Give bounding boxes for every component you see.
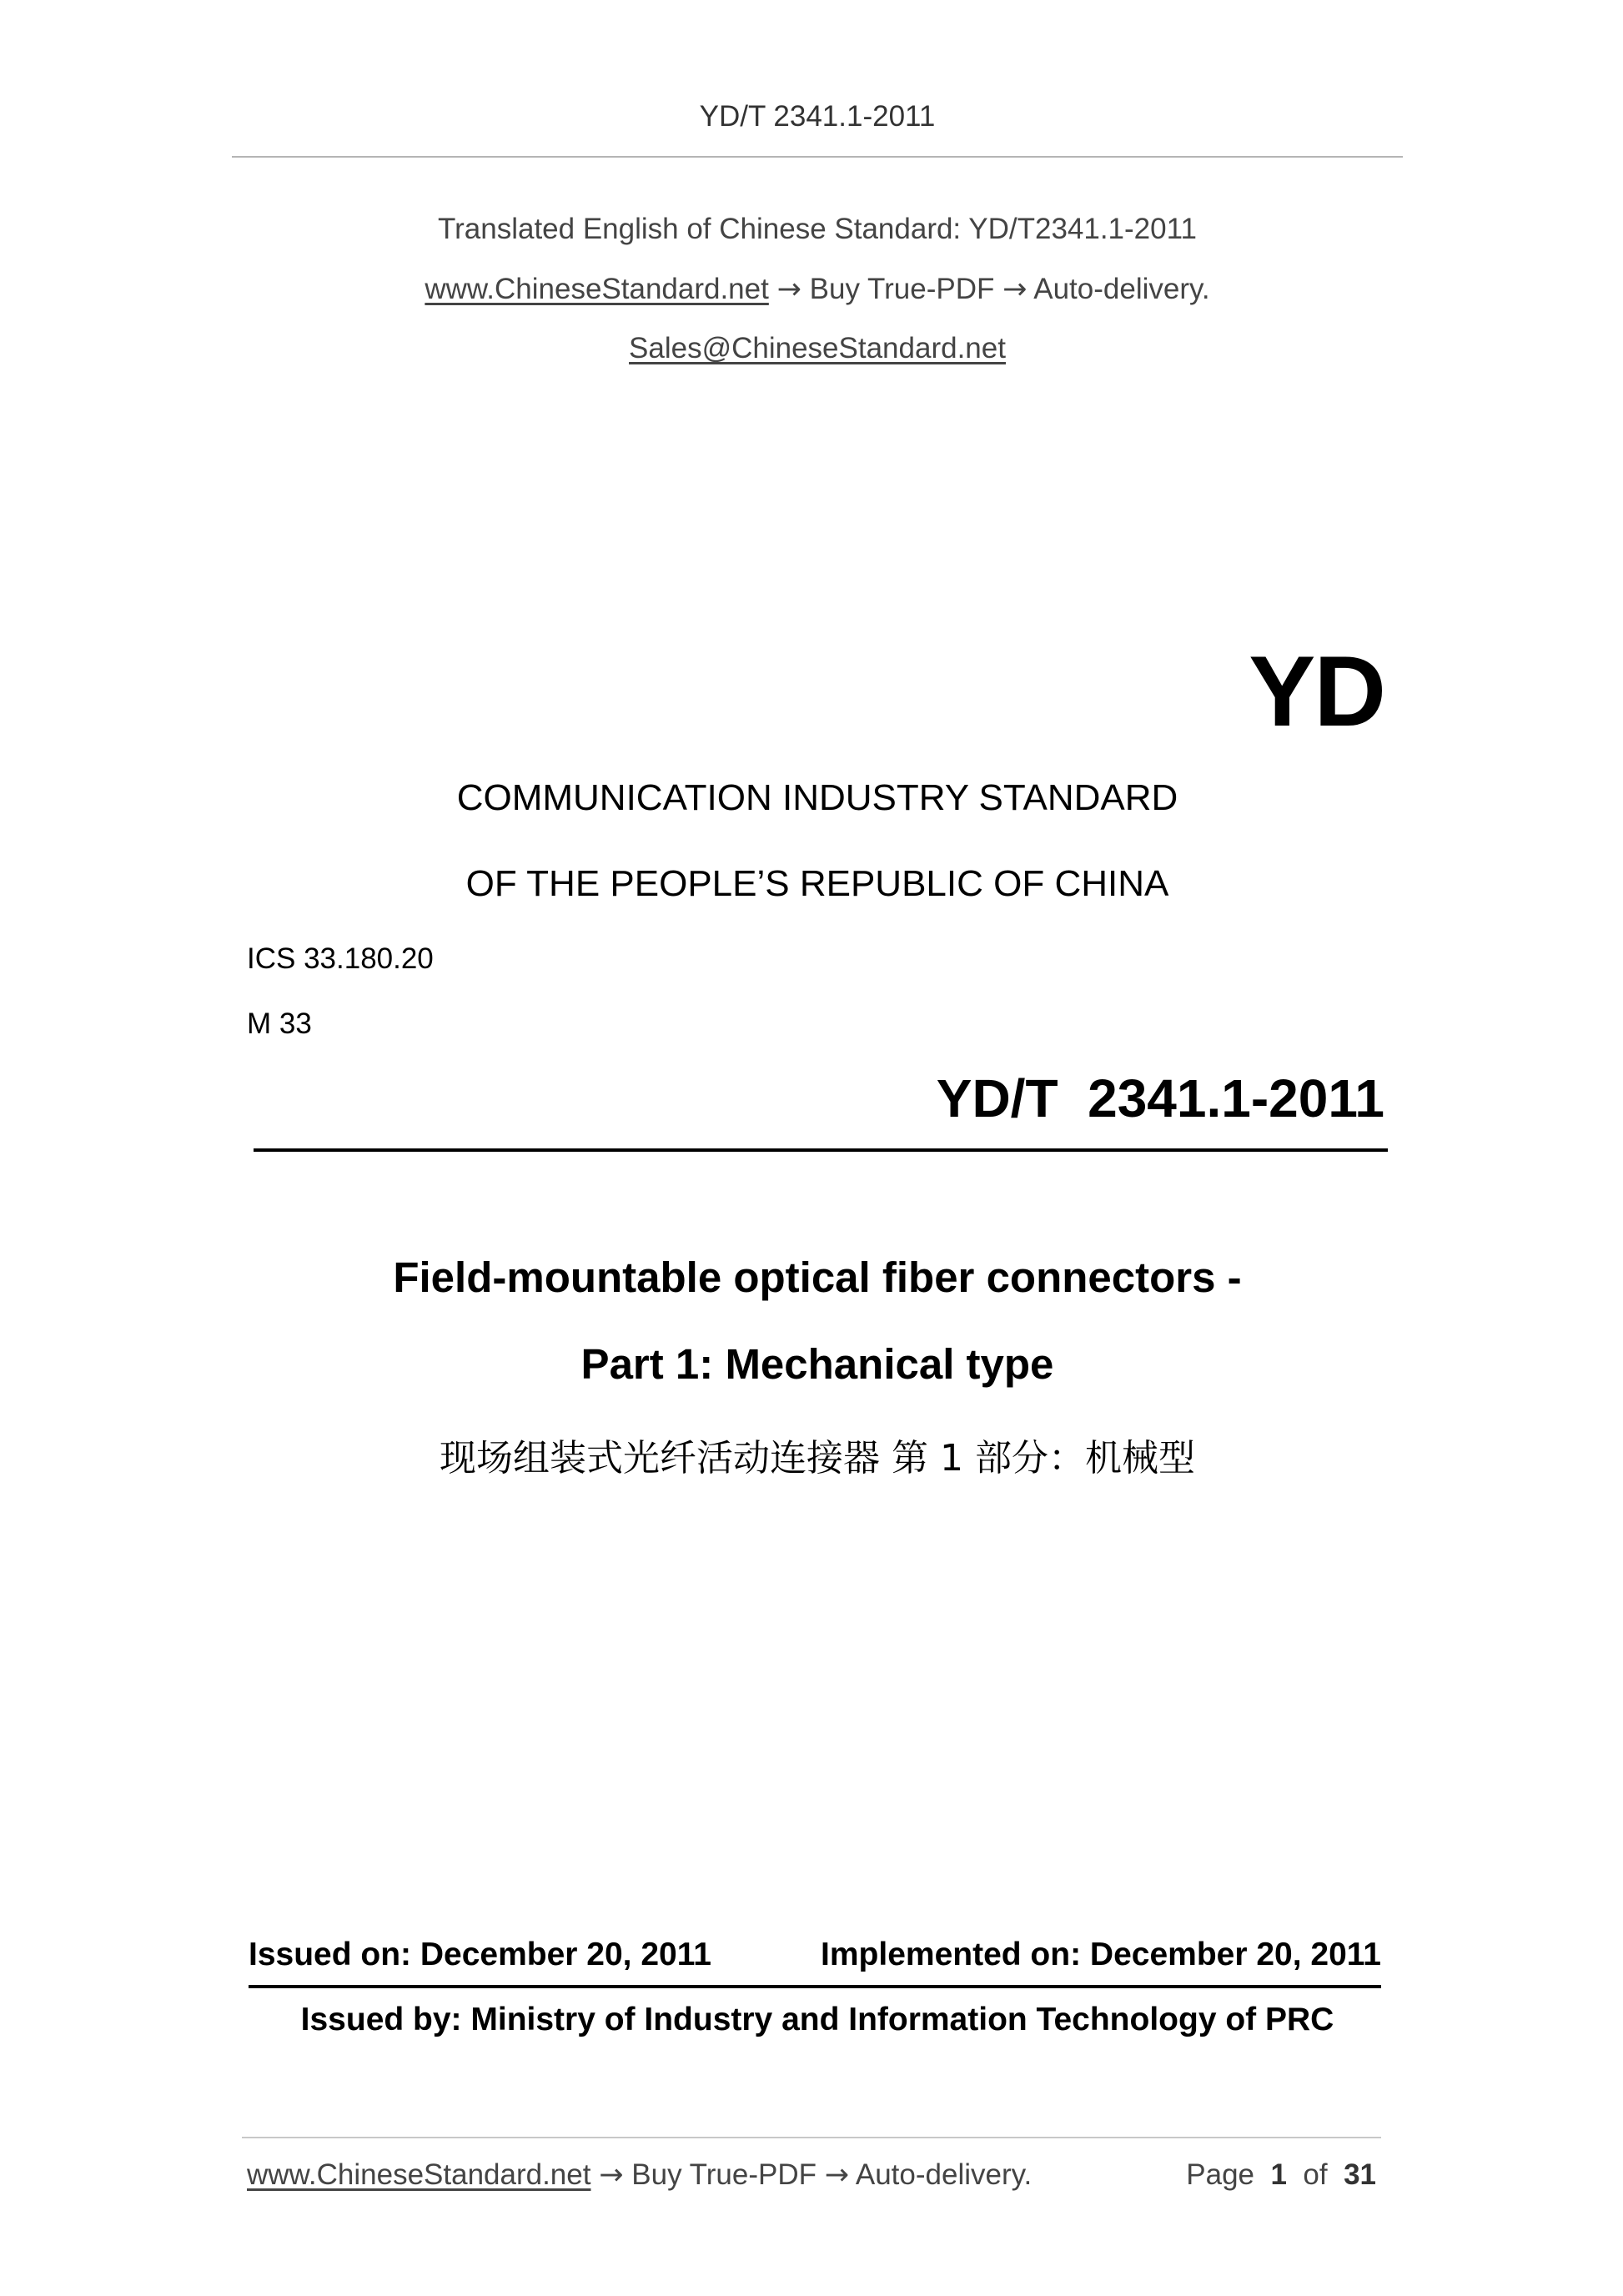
- header-divider: [232, 156, 1403, 158]
- auto-delivery-text: Auto-delivery.: [1033, 273, 1210, 305]
- page-indicator: [1186, 2158, 1376, 2192]
- header-doc-code: YD/T 2341.1-2011: [699, 100, 936, 133]
- footer-site-link[interactable]: www.ChineseStandard.net: [247, 2158, 591, 2191]
- arrow-right-icon: →: [776, 273, 801, 306]
- title-english-line2: Part 1: Mechanical type: [580, 1340, 1054, 1388]
- standard-type-line2: OF THE PEOPLE’S REPUBLIC OF CHINA: [465, 863, 1169, 904]
- arrow-right-icon: →: [824, 2158, 850, 2192]
- arrow-right-icon: →: [1002, 273, 1028, 306]
- page-total: 31: [1344, 2158, 1376, 2191]
- title-english-line1: Field-mountable optical fiber connectors -: [393, 1254, 1242, 1301]
- implemented-on-date: Implemented on: December 20, 2011: [821, 1937, 1381, 1972]
- footer-buy-true-pdf-text: Buy True-PDF: [631, 2158, 817, 2191]
- site-link[interactable]: www.ChineseStandard.net: [425, 273, 769, 305]
- ics-code: ICS 33.180.20: [247, 942, 434, 975]
- page-number: 1: [1270, 2158, 1287, 2191]
- footer-purchase-line: [247, 2158, 1032, 2192]
- document-number: YD/T 2341.1-2011: [936, 1068, 1384, 1128]
- standard-type-line1: COMMUNICATION INDUSTRY STANDARD: [456, 777, 1178, 818]
- page-label: Page: [1186, 2158, 1255, 2191]
- buy-true-pdf-text: Buy True-PDF: [809, 273, 995, 305]
- purchase-line: [234, 273, 1401, 306]
- ccs-code: M 33: [247, 1007, 312, 1040]
- dates-divider: [249, 1985, 1381, 1988]
- issued-on-date: Issued on: December 20, 2011: [249, 1937, 711, 1972]
- footer-divider: [242, 2137, 1381, 2138]
- of-label: of: [1303, 2158, 1328, 2191]
- document-number-divider: [254, 1148, 1388, 1152]
- yd-logo: YD: [1249, 636, 1384, 747]
- title-chinese: 现场组装式光纤活动连接器 第 1 部分：机械型: [440, 1437, 1195, 1480]
- footer-auto-delivery-text: Auto-delivery.: [855, 2158, 1033, 2191]
- sales-email-link[interactable]: Sales@ChineseStandard.net: [629, 332, 1006, 364]
- email-line: [234, 332, 1401, 365]
- issuing-authority: Issued by: Ministry of Industry and Information Technology of PRC: [300, 2002, 1334, 2037]
- translation-notice: Translated English of Chinese Standard: YD/T2341.1-2011: [438, 213, 1197, 245]
- arrow-right-icon: →: [599, 2158, 624, 2192]
